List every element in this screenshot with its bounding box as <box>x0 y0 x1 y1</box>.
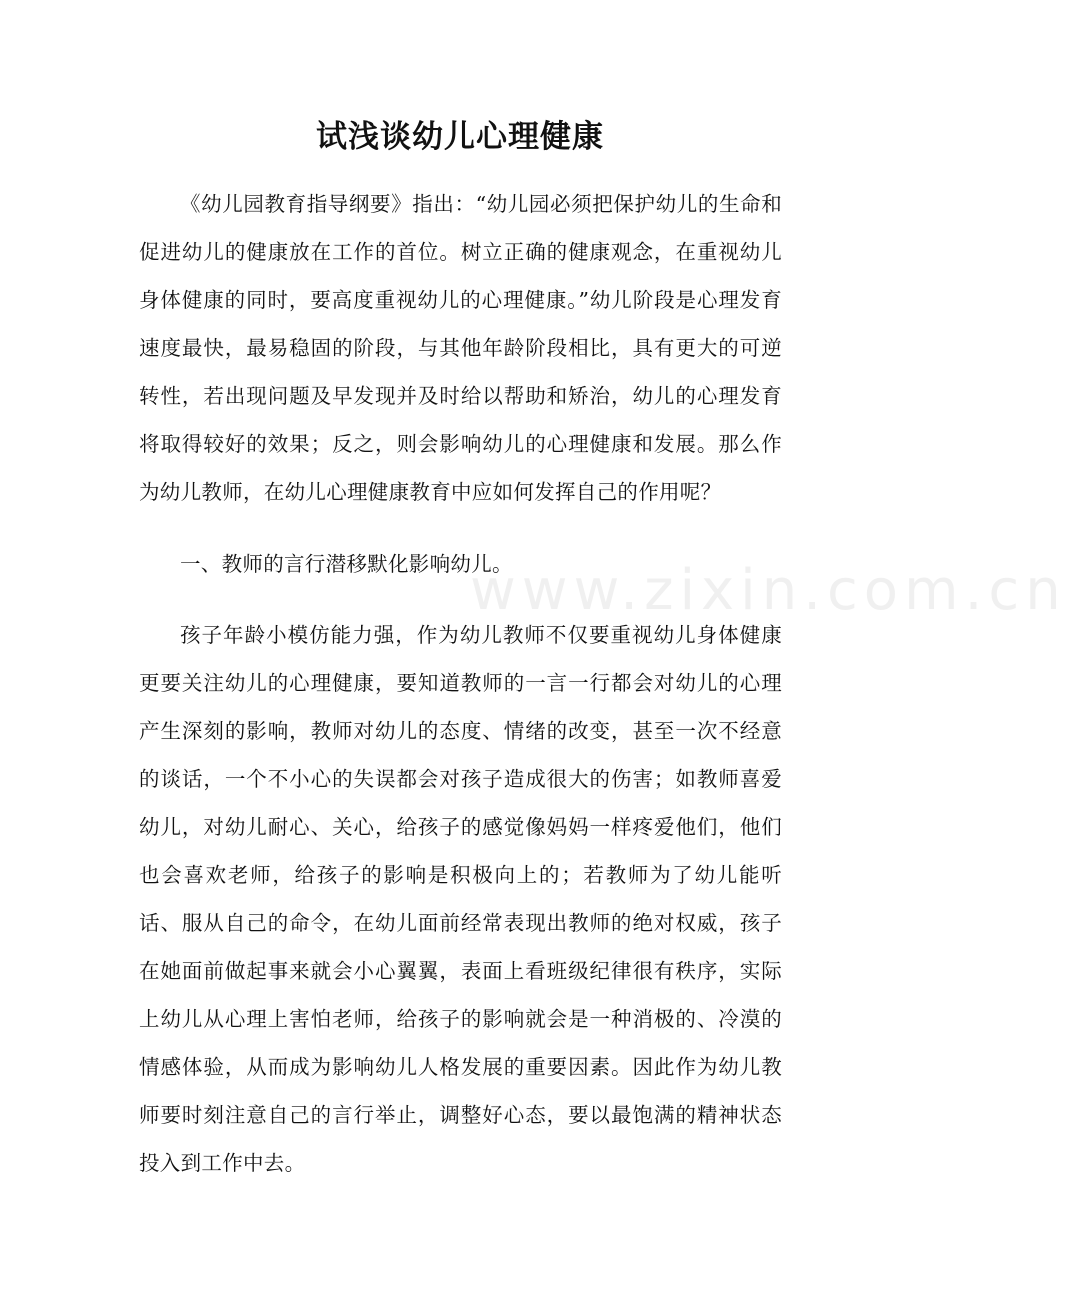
watermark: www.zixin.com.cn <box>470 558 1067 623</box>
intro-paragraph: 《幼儿园教育指导纲要》指出：“幼儿园必须把保护幼儿的生命和促进幼儿的健康放在工作的首位。树立正确的健康观念，在重视幼儿身体健康的同时，要高度重视幼儿的心理健康。”幼儿阶段是心理发育速度最快，最易稳固的阶段，与其他年龄阶段相比，具有更大的可逆转性，若出现问题及早发现并及时给以帮助和矫治，幼儿的心理发育将取得较好的效果；反之，则会影响幼儿的心理健康和发展。那么作为幼儿教师，在幼儿心理健康教育中应如何发挥自己的作用呢？ <box>139 192 782 504</box>
section-heading: 一、教师的言行潜移默化影响幼儿。 <box>180 552 513 576</box>
document-title: 试浅谈幼儿心理健康 <box>316 119 604 155</box>
body-paragraph: 孩子年龄小模仿能力强，作为幼儿教师不仅要重视幼儿身体健康更要关注幼儿的心理健康，要知道教师的一言一行都会对幼儿的心理产生深刻的影响，教师对幼儿的态度、情绪的改变，甚至一次不经意的谈话，一个不小心的失误都会对孩子造成很大的伤害；如教师喜爱幼儿，对幼儿耐心、关心，给孩子的感觉像妈妈一样疼爱他们，他们也会喜欢老师，给孩子的影响是积极向上的；若教师为了幼儿能听话、服从自己的命令，在幼儿面前经常表现出教师的绝对权威，孩子在她面前做起事来就会小心翼翼，表面上看班级纪律很有秩序，实际上幼儿从心理上害怕老师，给孩子的影响就会是一种消极的、冷漠的情感体验，从而成为影响幼儿人格发展的重要因素。因此作为幼儿教师要时刻注意自己的言行举止，调整好心态，要以最饱满的精神状态投入到工作中去。 <box>139 623 782 1175</box>
